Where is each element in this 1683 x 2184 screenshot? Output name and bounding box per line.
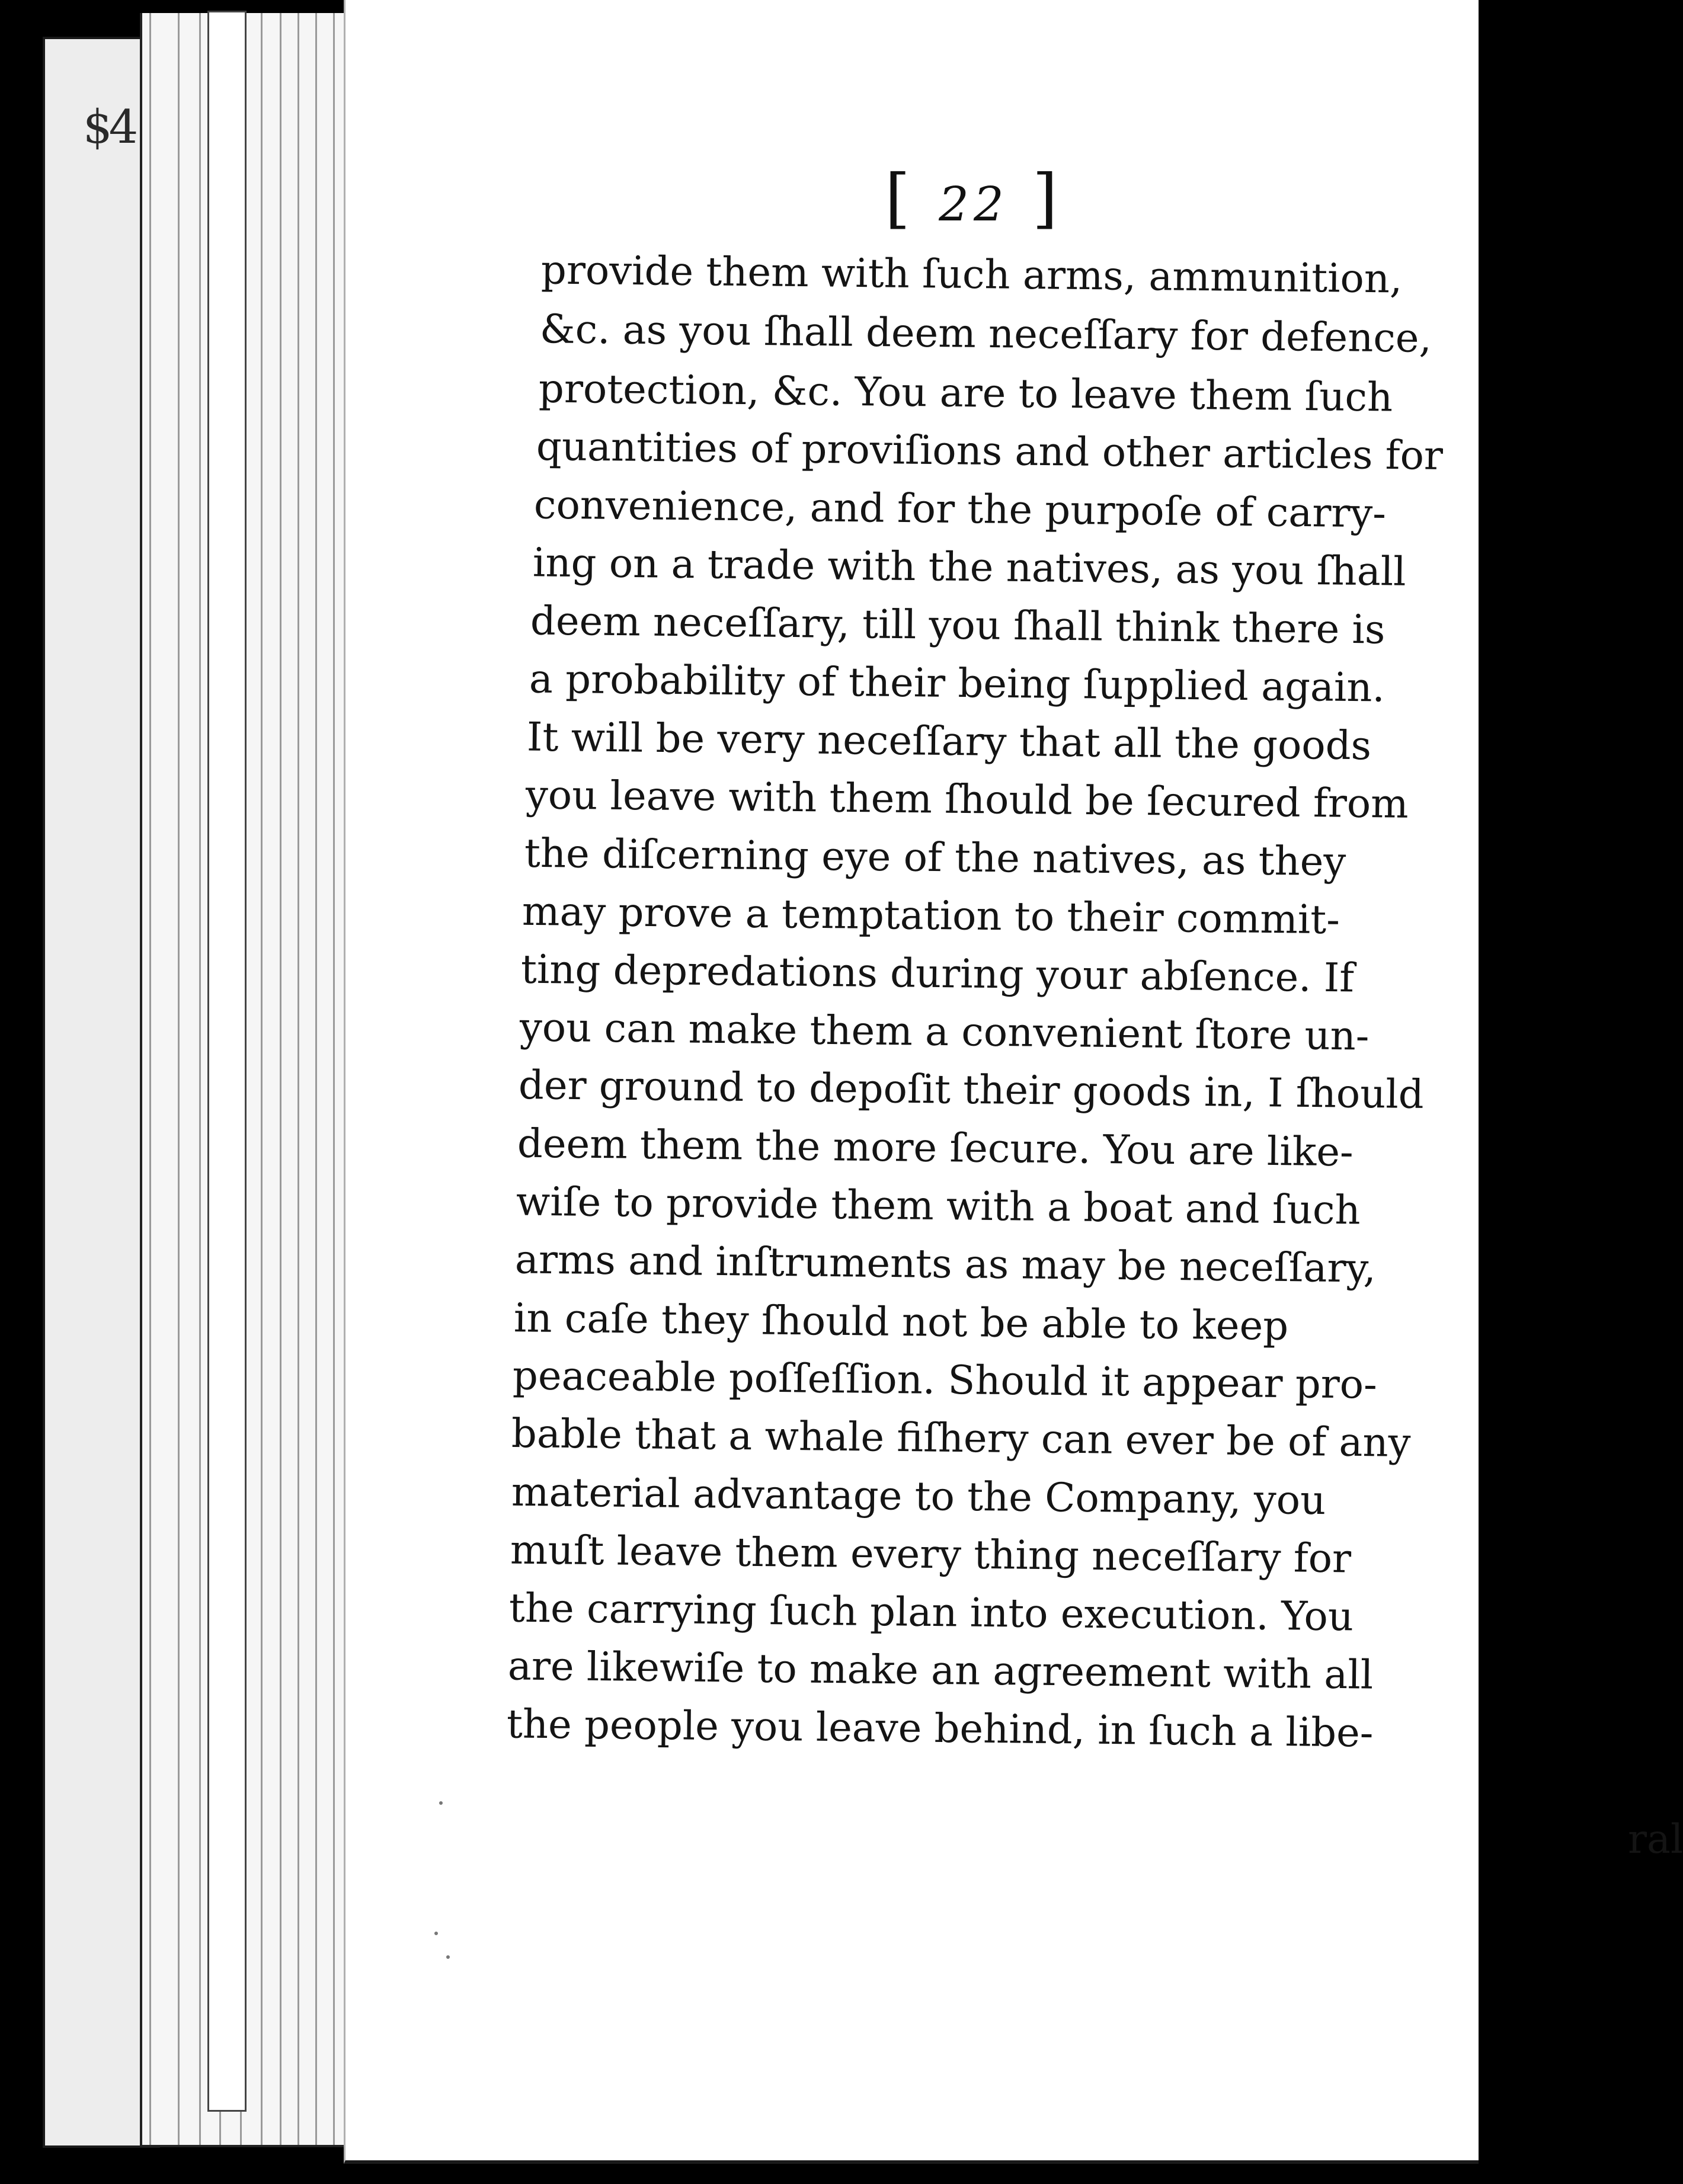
page-edge-line [280,13,281,2145]
text-line: you can make them a convenient ſtore un- [519,1004,1370,1059]
page-edge-line [261,13,263,2145]
text-line: the diſcerning eye of the natives, as they [524,830,1346,885]
text-line: in caſe they ſhould not be able to keep [513,1295,1289,1349]
text-line: may prove a temptation to their commit- [521,888,1340,943]
page-edge-line [149,13,151,2145]
text-line: deem neceſſary, till you ſhall think there is [530,597,1386,653]
text-line: muſt leave them every thing neceſſary for [510,1526,1352,1582]
margin-mark: $4 [83,101,135,154]
text-line: a probability of their being ſupplied again. [529,655,1386,711]
text-line: arms and inſtruments as may be neceſſary, [514,1236,1377,1292]
speck [439,1801,443,1805]
page-edge-line [178,13,180,2145]
book-page [344,0,1683,2164]
text-line: ting depredations during your abſence. If [520,946,1355,1001]
text-line: provide them with ſuch arms, ammunition, [540,246,1403,302]
speck [434,1932,438,1935]
text-line: ing on a trade with the natives, as you ſhall [532,539,1407,595]
text-line: the carrying ſuch plan into execution. You [508,1584,1354,1640]
catchword: ral [1628,1816,1683,1862]
page-edge-line [199,13,201,2145]
text-line: wiſe to provide them with a boat and ſuch [516,1178,1361,1234]
page-stack-edges [140,13,356,2147]
text-line: deem them the more ſecure. You are like- [517,1120,1354,1176]
text-line: quantities of proviſions and other articles for [536,422,1444,479]
page-number-bracket-open: [ [885,160,916,236]
page-number-bracket-close: ] [1032,160,1063,236]
page-edge-tab [207,11,247,2112]
page-edge-line [297,13,299,2145]
page-edge-line [333,13,335,2145]
text-line: you leave with them ſhould be ſecured from [525,771,1409,827]
text-line: convenience, and for the purpoſe of carry- [533,481,1387,537]
text-line: the people you leave behind, in ſuch a libe- [506,1701,1374,1756]
text-line: material advantage to the Company, you [511,1468,1326,1524]
speck [446,1955,450,1959]
text-line: bable that a whale fiſhery can ever be of any [511,1410,1411,1466]
text-line: der ground to depoſit their goods in, I ſhould [518,1062,1425,1117]
text-line: It will be very neceſſary that all the goods [526,713,1372,769]
text-line: peaceable poſſeſſion. Should it appear pro- [512,1352,1378,1408]
text-line: &c. as you ſhall deem neceſſary for defence, [539,306,1432,361]
page-number-value: 22 [939,177,1009,232]
text-line: are likewiſe to make an agreement with all [507,1642,1374,1698]
page-number [855,160,1092,236]
text-line: protection, &c. You are to leave them ſuch [538,365,1393,421]
page-edge-line [315,13,317,2145]
